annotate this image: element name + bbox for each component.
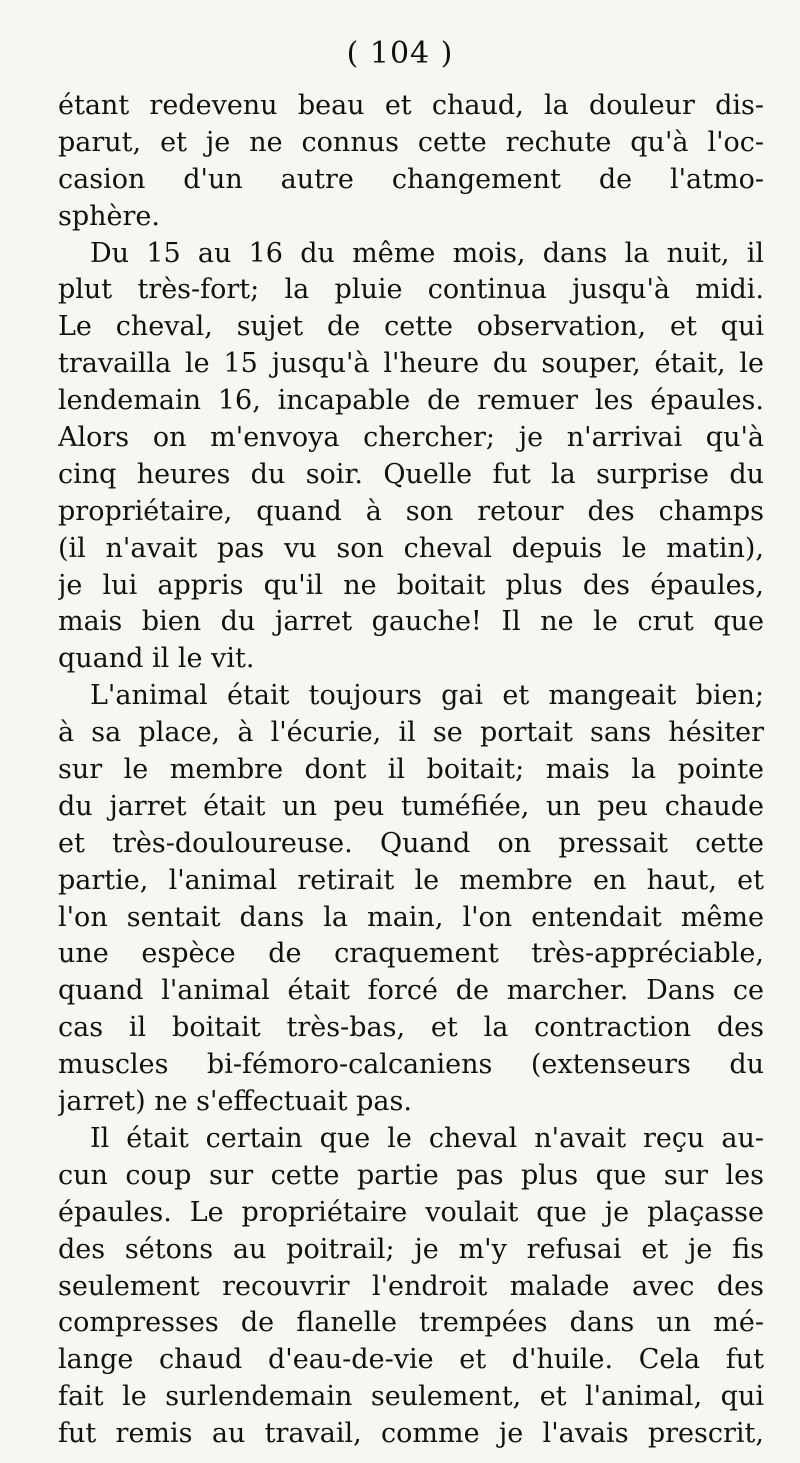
text-line: travailla le 15 jusqu'à l'heure du souper, était, le — [58, 348, 764, 380]
text-line: propriétaire, quand à son retour des champs — [58, 495, 764, 527]
text-line: l'on sentait dans la main, l'on entendait même — [58, 901, 764, 933]
text-line: du jarret était un peu tuméfiée, un peu chaude — [58, 790, 764, 822]
body-text — [58, 88, 764, 1453]
paragraph — [58, 236, 764, 679]
text-line: (il n'avait pas vu son cheval depuis le matin), — [58, 532, 764, 564]
text-line: à sa place, à l'écurie, il se portait sans hésiter — [58, 717, 764, 749]
text-line: parut, et je ne connus cette rechute qu'à l'oc- — [58, 126, 764, 158]
text-line: cas il boitait très-bas, et la contraction des — [58, 1012, 764, 1044]
text-line: Du 15 au 16 du même mois, dans la nuit, il — [90, 237, 764, 269]
text-line: L'animal était toujours gai et mangeait bien; — [90, 680, 764, 712]
text-line: mais bien du jarret gauche! Il ne le crut que — [58, 606, 764, 638]
text-line: Il était certain que le cheval n'avait reçu au- — [90, 1122, 764, 1154]
text-line: sur le membre dont il boitait; mais la pointe — [58, 754, 764, 786]
paragraph — [58, 678, 764, 1121]
text-line: étant redevenu beau et chaud, la douleur dis- — [58, 90, 764, 121]
text-line: sphère. — [58, 200, 160, 232]
text-line: et très-douloureuse. Quand on pressait cette — [58, 827, 764, 859]
text-line: Le cheval, sujet de cette observation, et qui — [58, 311, 764, 343]
text-line: lendemain 16, incapable de remuer les épaules. — [58, 385, 764, 417]
text-line: fait le surlendemain seulement, et l'animal, qui — [58, 1381, 764, 1413]
text-line: plut très-fort; la pluie continua jusqu'à midi. — [58, 274, 764, 306]
text-line: cun coup sur cette partie pas plus que sur les — [58, 1159, 764, 1191]
text-line: partie, l'animal retirait le membre en haut, et — [58, 864, 764, 896]
text-line: quand il le vit. — [58, 643, 255, 675]
text-line: muscles bi-fémoro-calcaniens (extenseurs du — [58, 1049, 764, 1081]
text-line: lange chaud d'eau-de-vie et d'huile. Cela fut — [58, 1344, 764, 1376]
text-line: je lui appris qu'il ne boitait plus des épaules, — [58, 569, 764, 601]
paragraph — [58, 1121, 764, 1453]
text-line: cinq heures du soir. Quelle fut la surprise du — [58, 458, 764, 490]
text-line: seulement recouvrir l'endroit malade avec des — [58, 1270, 764, 1302]
text-line: des sétons au poitrail; je m'y refusai et je fis — [58, 1233, 764, 1265]
text-line: casion d'un autre changement de l'atmo- — [58, 163, 764, 195]
paragraph — [58, 88, 764, 236]
text-line: quand l'animal était forcé de marcher. Dans ce — [58, 975, 764, 1007]
text-line: fut remis au travail, comme je l'avais prescrit, — [58, 1418, 764, 1450]
text-line: une espèce de craquement très-appréciable, — [58, 938, 764, 970]
text-line: Alors on m'envoya chercher; je n'arrivai qu'à — [58, 422, 764, 454]
text-line: épaules. Le propriétaire voulait que je plaçasse — [58, 1196, 764, 1228]
text-line: jarret) ne s'effectuait pas. — [58, 1086, 412, 1118]
page-number: ( 104 ) — [346, 36, 454, 71]
text-line: compresses de flanelle trempées dans un mé- — [58, 1307, 764, 1339]
